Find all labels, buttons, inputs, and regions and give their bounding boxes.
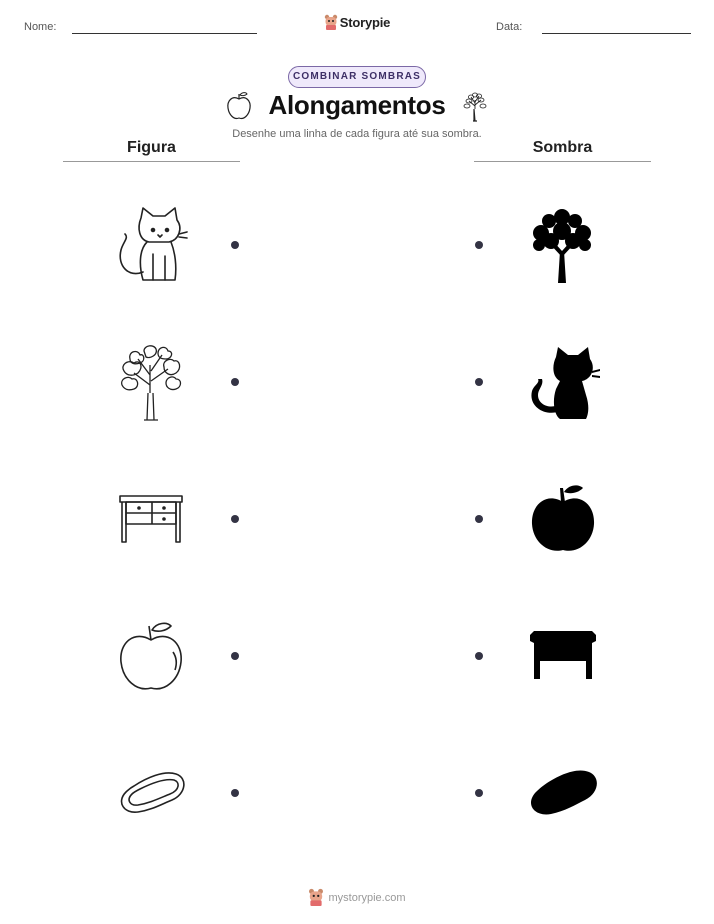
shadow-column-heading: Sombra [532, 139, 593, 156]
brand [0, 14, 714, 30]
page-title: Alongamentos [268, 90, 446, 120]
date-label: Data: [496, 21, 523, 33]
footer-site-link[interactable]: mystorypie.com [328, 892, 406, 904]
apple-shadow-icon [530, 482, 596, 554]
tree-figure-icon [118, 345, 184, 421]
figure-dot-5[interactable] [231, 789, 239, 797]
figure-dot-2[interactable] [231, 378, 239, 386]
storypie-footer-logo-icon [308, 888, 324, 906]
name-label: Nome: [24, 21, 57, 33]
activity-badge: COMBINAR SOMBRAS [288, 66, 426, 88]
apple-figure-icon [117, 620, 185, 692]
figure-dot-4[interactable] [231, 652, 239, 660]
name-line[interactable] [72, 33, 257, 34]
shadow-dot-2[interactable] [475, 378, 483, 386]
cat-figure-icon [113, 206, 189, 284]
cat-shadow-icon [526, 345, 600, 421]
date-line[interactable] [542, 33, 691, 34]
storypie-logo-icon [324, 14, 338, 30]
figure-column-heading: Figura [127, 139, 176, 156]
resistance-band-shadow-icon [527, 769, 599, 817]
shadow-heading-underline [474, 161, 651, 162]
shadow-dot-3[interactable] [475, 515, 483, 523]
shadow-dot-5[interactable] [475, 789, 483, 797]
shadow-dot-4[interactable] [475, 652, 483, 660]
instructions: Desenhe uma linha de cada figura até sua sombra. [232, 128, 482, 140]
desk-shadow-icon [530, 631, 596, 681]
shadow-dot-1[interactable] [475, 241, 483, 249]
figure-dot-1[interactable] [231, 241, 239, 249]
tree-outline-icon [462, 92, 488, 122]
tree-shadow-icon [531, 207, 593, 283]
figure-dot-3[interactable] [231, 515, 239, 523]
desk-figure-icon [118, 494, 184, 544]
footer [0, 888, 714, 906]
resistance-band-figure-icon [116, 770, 188, 816]
brand-name: Storypie [339, 15, 391, 30]
figure-heading-underline [63, 161, 240, 162]
